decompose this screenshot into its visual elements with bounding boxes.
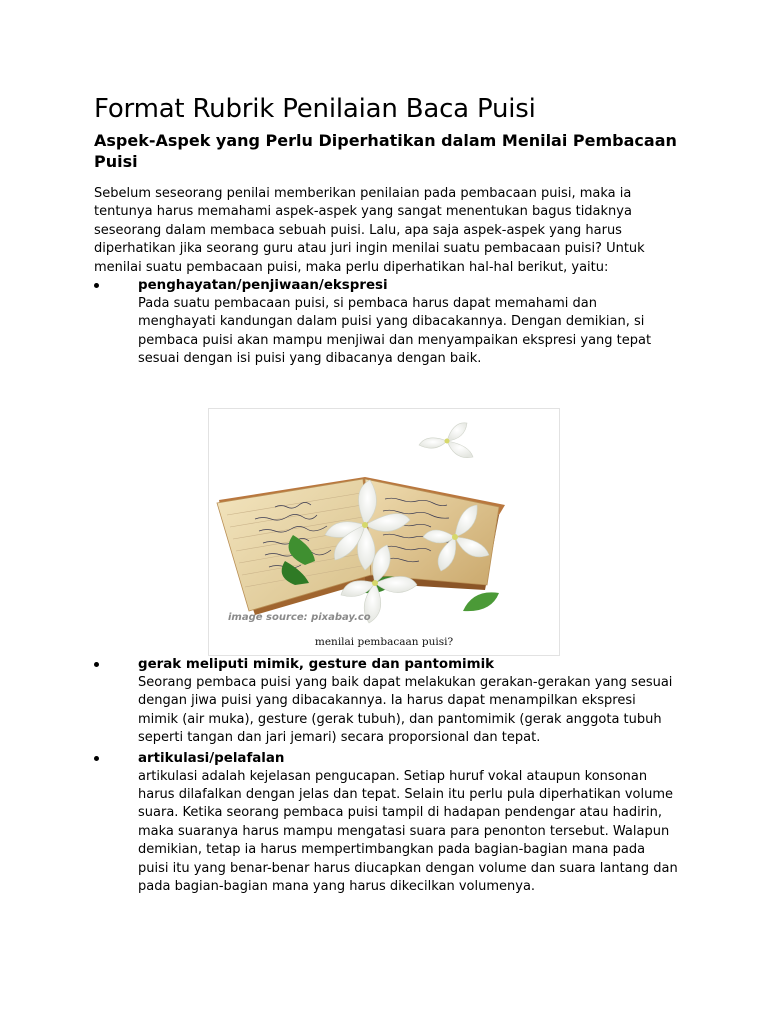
poetry-book-image [215,415,553,633]
document-page [94,92,684,369]
image-credit: image source: pixabay.co [228,612,371,623]
list-item-heading: gerak meliputi mimik, gesture dan pantomimik [138,657,495,672]
document-page-continued [94,656,684,896]
open-book-with-lilies-illustration [215,415,553,633]
list-item-body: Pada suatu pembacaan puisi, si pembaca harus dapat memahami dan menghayati kandungan dalam puisi yang dibacakannya. Dengan demikian, si pembaca puisi akan mampu menjiwai dan menyampaikan ekspresi yang tepat sesuai dengan isi puisi yang dibacanya dengan baik. [138,296,652,367]
bullet-icon [94,756,99,761]
bullet-icon [94,283,99,288]
list-item-body: artikulasi adalah kejelasan pengucapan. Setiap huruf vokal ataupun konsonan harus dilafalkan dengan jelas dan tepat. Selain itu perlu pula diperhatikan volume suara. Ketika seorang pembaca puisi tampil di hadapan pendengar atau hadirin, maka suaranya harus mampu mengatasi suara para penonton tersebut. Walapun demikian, tetap ia harus mempertimbangkan pada bagian-bagian mana pada puisi itu yang benar-benar harus diucapkan dengan volume dan suara lantang dan pada bagian-bagian mana yang harus dikecilkan volumenya. [138,768,678,895]
list-item [94,656,684,748]
list-item-heading: penghayatan/penjiwaan/ekspresi [138,278,388,294]
list-item-body: Seorang pembaca puisi yang baik dapat melakukan gerakan-gerakan yang sesuai dengan jiwa puisi yang dibacakannya. Ia harus dapat menampilkan ekspresi mimik (air muka), gesture (gerak tubuh), dan pantomimik (gerak anggota tubuh seperti tangan dan jari jemari) secara proporsional dan tepat. [138,675,673,746]
page-title: Format Rubrik Penilaian Baca Puisi [94,94,536,124]
list-item [94,277,684,369]
list-item [94,750,684,897]
bullet-icon [94,662,99,667]
list-item-heading: artikulasi/pelafalan [138,750,285,766]
page-subtitle: Aspek-Aspek yang Perlu Diperhatikan dalam Menilai Pembacaan Puisi [94,131,677,171]
figure-caption: menilai pembacaan puisi? [314,636,454,648]
poetry-book-figure [208,408,560,656]
intro-paragraph: Sebelum seseorang penilai memberikan penilaian pada pembacaan puisi, maka ia tentunya harus memahami aspek-aspek yang sangat menentukan bagus tidaknya seseorang dalam membaca sebuah puisi. Lalu, apa saja aspek-aspek yang harus diperhatikan jika seorang guru atau juri ingin menilai suatu pembacaan puisi? Untuk menilai suatu pembacaan puisi, maka perlu diperhatikan hal-hal berikut, yaitu: [94,186,645,275]
